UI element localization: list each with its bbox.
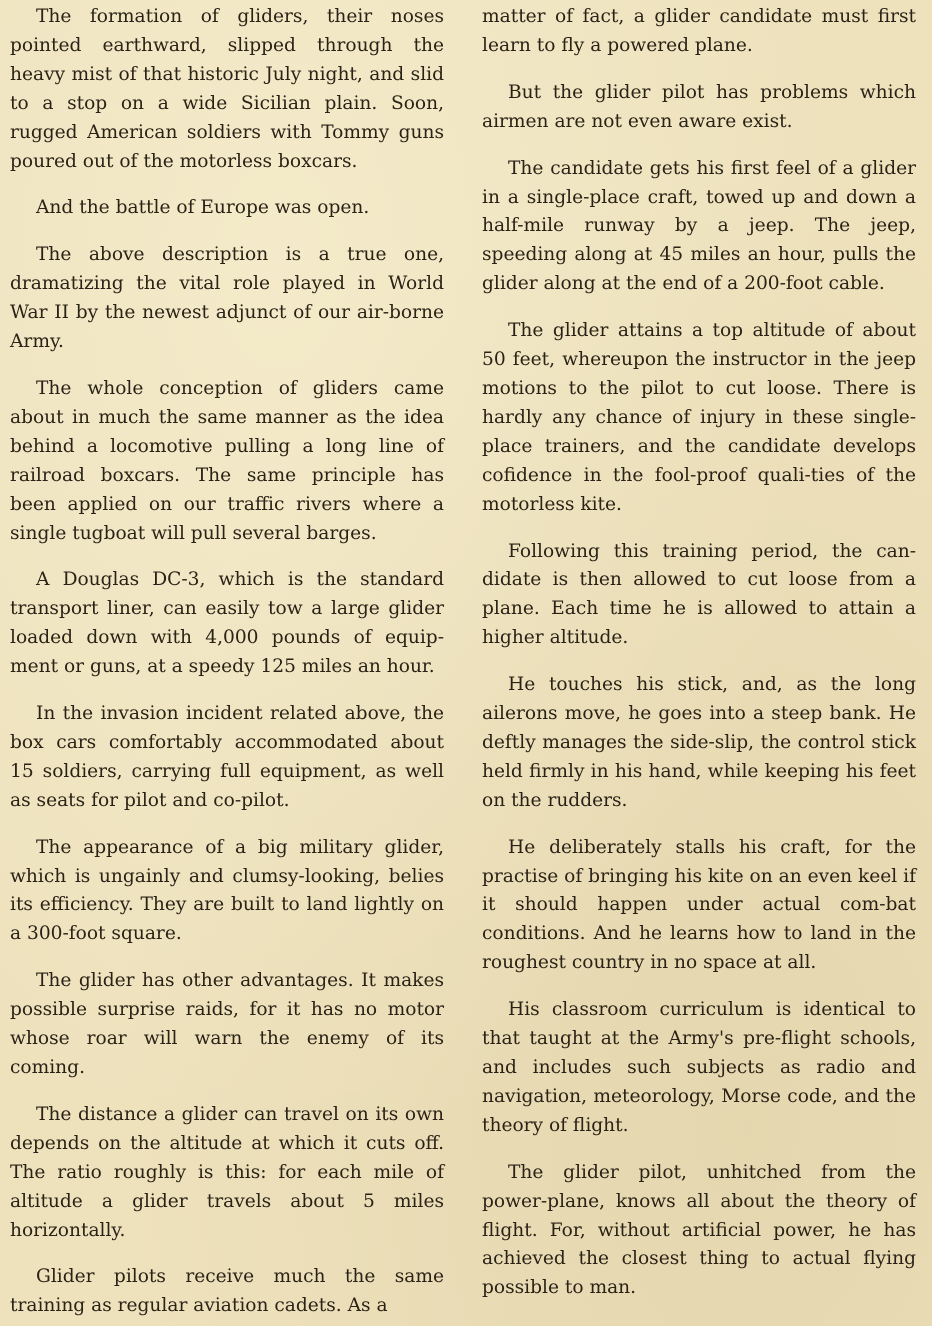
left-column xyxy=(10,0,444,1321)
paragraph: And the battle of Europe was open. xyxy=(36,197,370,219)
paragraph: The formation of gliders, their noses pointed earthward, slipped through the heavy mist of that historic July night, and slid to a stop on a wide Sicilian plain. Soon, rugged American soldiers with Tommy guns poured out of the motorless boxcars. xyxy=(10,6,444,172)
paragraph: The above description is a true one, dramatizing the vital role played in World War II by the newest adjunct of our air-borne Army. xyxy=(10,244,444,353)
paragraph: But the glider pilot has problems which airmen are not even aware exist. xyxy=(482,81,916,132)
paragraph: A Douglas DC-3, which is the standard transport liner, can easily tow a large glider loaded down with 4,000 pounds of equip-ment or guns, at a speedy 125 miles an hour. xyxy=(10,569,444,678)
paragraph: The candidate gets his first feel of a glider in a single-place craft, towed up and down a half-mile runway by a jeep. The jeep, speeding along at 45 miles an hour, pulls the glider along at the end of a 200-foot cable. xyxy=(482,157,916,295)
paragraph: He touches his stick, and, as the long ailerons move, he goes into a steep bank. He deftly manages the side-slip, the control stick held firmly in his hand, while keeping his feet on the rudders. xyxy=(482,674,916,811)
paragraph: The glider attains a top altitude of about 50 feet, whereupon the instructor in the jeep motions to the pilot to cut loose. There is hardly any chance of injury in these single-place trainers, and the candidate develops cofidence in the fool-proof quali-ties of the motorless kite. xyxy=(482,320,916,515)
right-column xyxy=(482,0,916,1321)
paragraph: The appearance of a big military glider, which is ungainly and clumsy-looking, belies its efficiency. They are built to land lightly on a 300-foot square. xyxy=(10,836,444,945)
paragraph: His classroom curriculum is identical to that taught at the Army's pre-flight schools, and includes such subjects as radio and navigation, meteorology, Morse code, and the theory of flight. xyxy=(482,999,916,1136)
paragraph: In the invasion incident related above, the box cars comfortably accommodated about 15 soldiers, carrying full equipment, as well as seats for pilot and co-pilot. xyxy=(10,703,444,811)
paragraph: Glider pilots receive much the same training as regular aviation cadets. As a xyxy=(10,1266,444,1317)
paragraph: The glider pilot, unhitched from the power-plane, knows all about the theory of flight. For, without artificial power, he has achieved the closest thing to actual flying possible to man. xyxy=(482,1161,916,1299)
paragraph: The glider has other advantages. It makes possible surprise raids, for it has no motor whose roar will warn the enemy of its coming. xyxy=(10,970,444,1078)
paragraph: The distance a glider can travel on its own depends on the altitude at which it cuts off. The ratio roughly is this: for each mile of altitude a glider travels about 5 miles horizontally. xyxy=(10,1103,444,1241)
paragraph: He deliberately stalls his craft, for the practise of bringing his kite on an even keel if it should happen under actual com-bat conditions. And he learns how to land in the roughest country in no space at all. xyxy=(482,836,916,974)
paragraph: The whole conception of gliders came about in much the same manner as the idea behind a locomotive pulling a long line of railroad boxcars. The same principle has been applied on our traffic rivers where a single tugboat will pull several barges. xyxy=(10,377,444,544)
paragraph-continuation: matter of fact, a glider candidate must first learn to fly a powered plane. xyxy=(482,6,916,56)
paragraph: Following this training period, the can-didate is then allowed to cut loose from a plane. Each time he is allowed to attain a higher altitude. xyxy=(482,540,916,649)
